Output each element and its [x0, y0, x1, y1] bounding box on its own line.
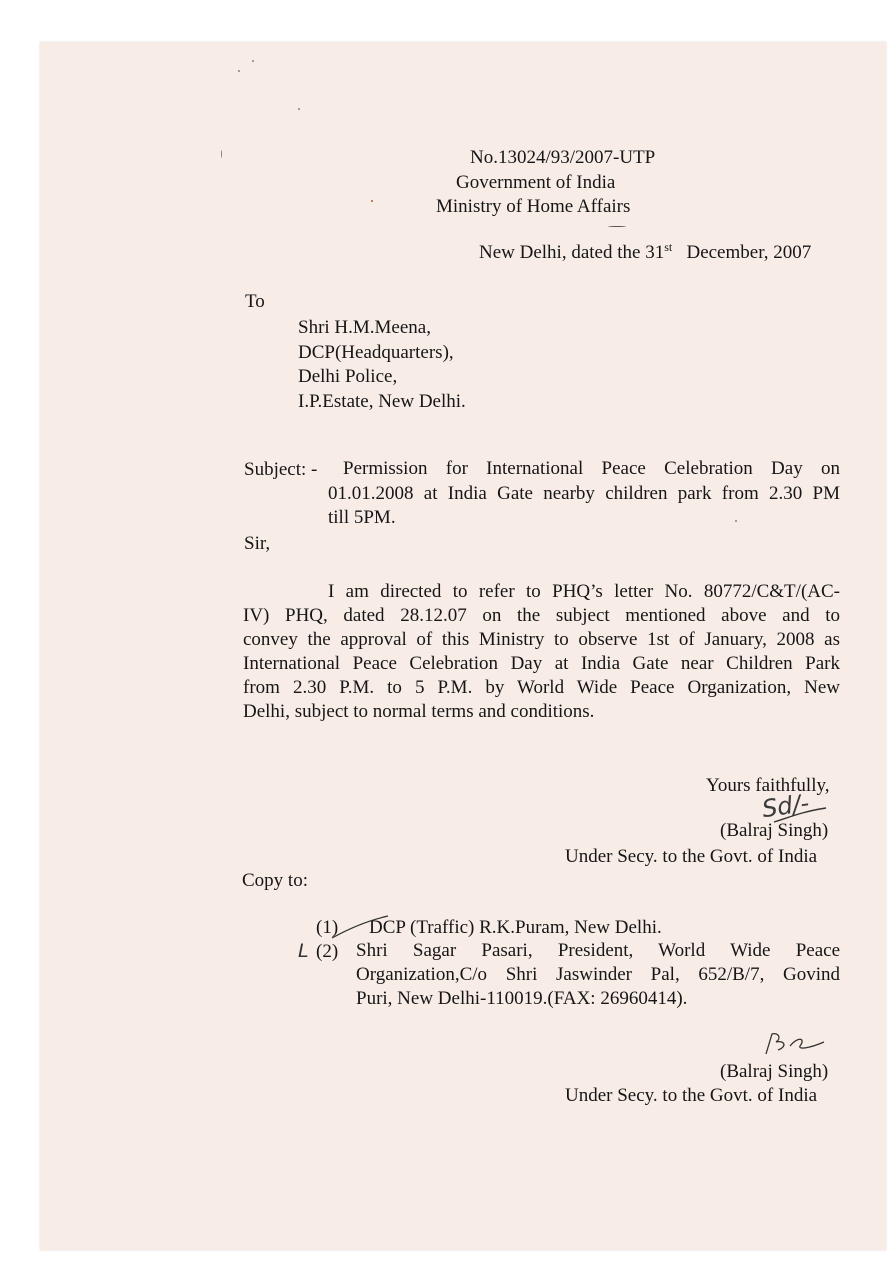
handwritten-sd-signature: Sd/-: [760, 788, 811, 824]
signatory-designation: Under Secy. to the Govt. of India: [565, 1085, 818, 1106]
subject-text-cont: [328, 482, 840, 530]
body-line: convey the approval of this Ministry to observe 1st of January, 2008 as: [243, 629, 840, 650]
letter-date: [479, 241, 811, 264]
copy-item-number: (1): [316, 917, 339, 938]
copy-item-number: (2): [316, 941, 339, 962]
ministry-line: Ministry of Home Affairs: [436, 196, 631, 217]
copy-item-line: Shri Sagar Pasari, President, World Wide Peace: [356, 940, 840, 961]
scan-speck: [238, 70, 240, 72]
scan-speck: [735, 520, 737, 522]
subject-label: Subject: -: [244, 459, 318, 480]
body-line: I am directed to refer to PHQ’s letter No. 80772/C&T/(AC-: [328, 581, 840, 602]
reference-number: No.13024/93/2007-UTP: [470, 147, 656, 168]
subject-line: Permission for International Peace Celebration Day on: [343, 458, 840, 479]
date-prefix: New Delhi, dated the 31: [479, 242, 665, 263]
to-label: To: [245, 291, 265, 312]
copy-item-line: Puri, New Delhi-110019.(FAX: 26960414).: [356, 988, 688, 1009]
subject-text: [343, 457, 840, 481]
addressee-line: Delhi Police,: [298, 366, 398, 387]
scan-speck: [371, 200, 373, 202]
copy-to-label: Copy to:: [242, 870, 308, 891]
body-line: International Peace Celebration Day at India Gate near Children Park: [243, 653, 840, 674]
addressee-line: Shri H.M.Meena,: [298, 317, 431, 338]
handwritten-strike-mark: [330, 912, 390, 942]
handwritten-initials: [758, 1028, 828, 1058]
subject-line: till 5PM.: [328, 507, 396, 528]
copy-item-text: [356, 939, 840, 1011]
addressee-line: I.P.Estate, New Delhi.: [298, 391, 466, 412]
copy-item-line: Organization,C/o Shri Jaswinder Pal, 652/B/7, Govind: [356, 964, 840, 985]
body-first-line: [328, 580, 840, 604]
body-paragraph: [243, 604, 840, 724]
closing: Yours faithfully,: [706, 775, 830, 796]
date-suffix: December, 2007: [686, 242, 812, 263]
scan-speck: [252, 60, 254, 62]
scan-speck: [608, 226, 626, 227]
copy-item-text: DCP (Traffic) R.K.Puram, New Delhi.: [369, 917, 662, 938]
signatory-designation: Under Secy. to the Govt. of India: [565, 846, 818, 867]
body-line: Delhi, subject to normal terms and conditions.: [243, 701, 595, 722]
body-line: IV) PHQ, dated 28.12.07 on the subject mentioned above and to: [243, 605, 840, 626]
signatory-name: (Balraj Singh): [720, 820, 829, 841]
scan-speck: [298, 108, 300, 110]
addressee-line: DCP(Headquarters),: [298, 342, 454, 363]
handwritten-tick-mark: L: [298, 940, 309, 962]
scan-speck: [221, 150, 222, 158]
date-ordinal: st: [664, 240, 673, 254]
body-line: from 2.30 P.M. to 5 P.M. by World Wide Peace Organization, New: [243, 677, 840, 698]
signatory-name: (Balraj Singh): [720, 1061, 829, 1082]
government-line: Government of India: [456, 172, 616, 193]
subject-line: 01.01.2008 at India Gate nearby children park from 2.30 PM: [328, 483, 840, 504]
salutation: Sir,: [244, 533, 271, 554]
